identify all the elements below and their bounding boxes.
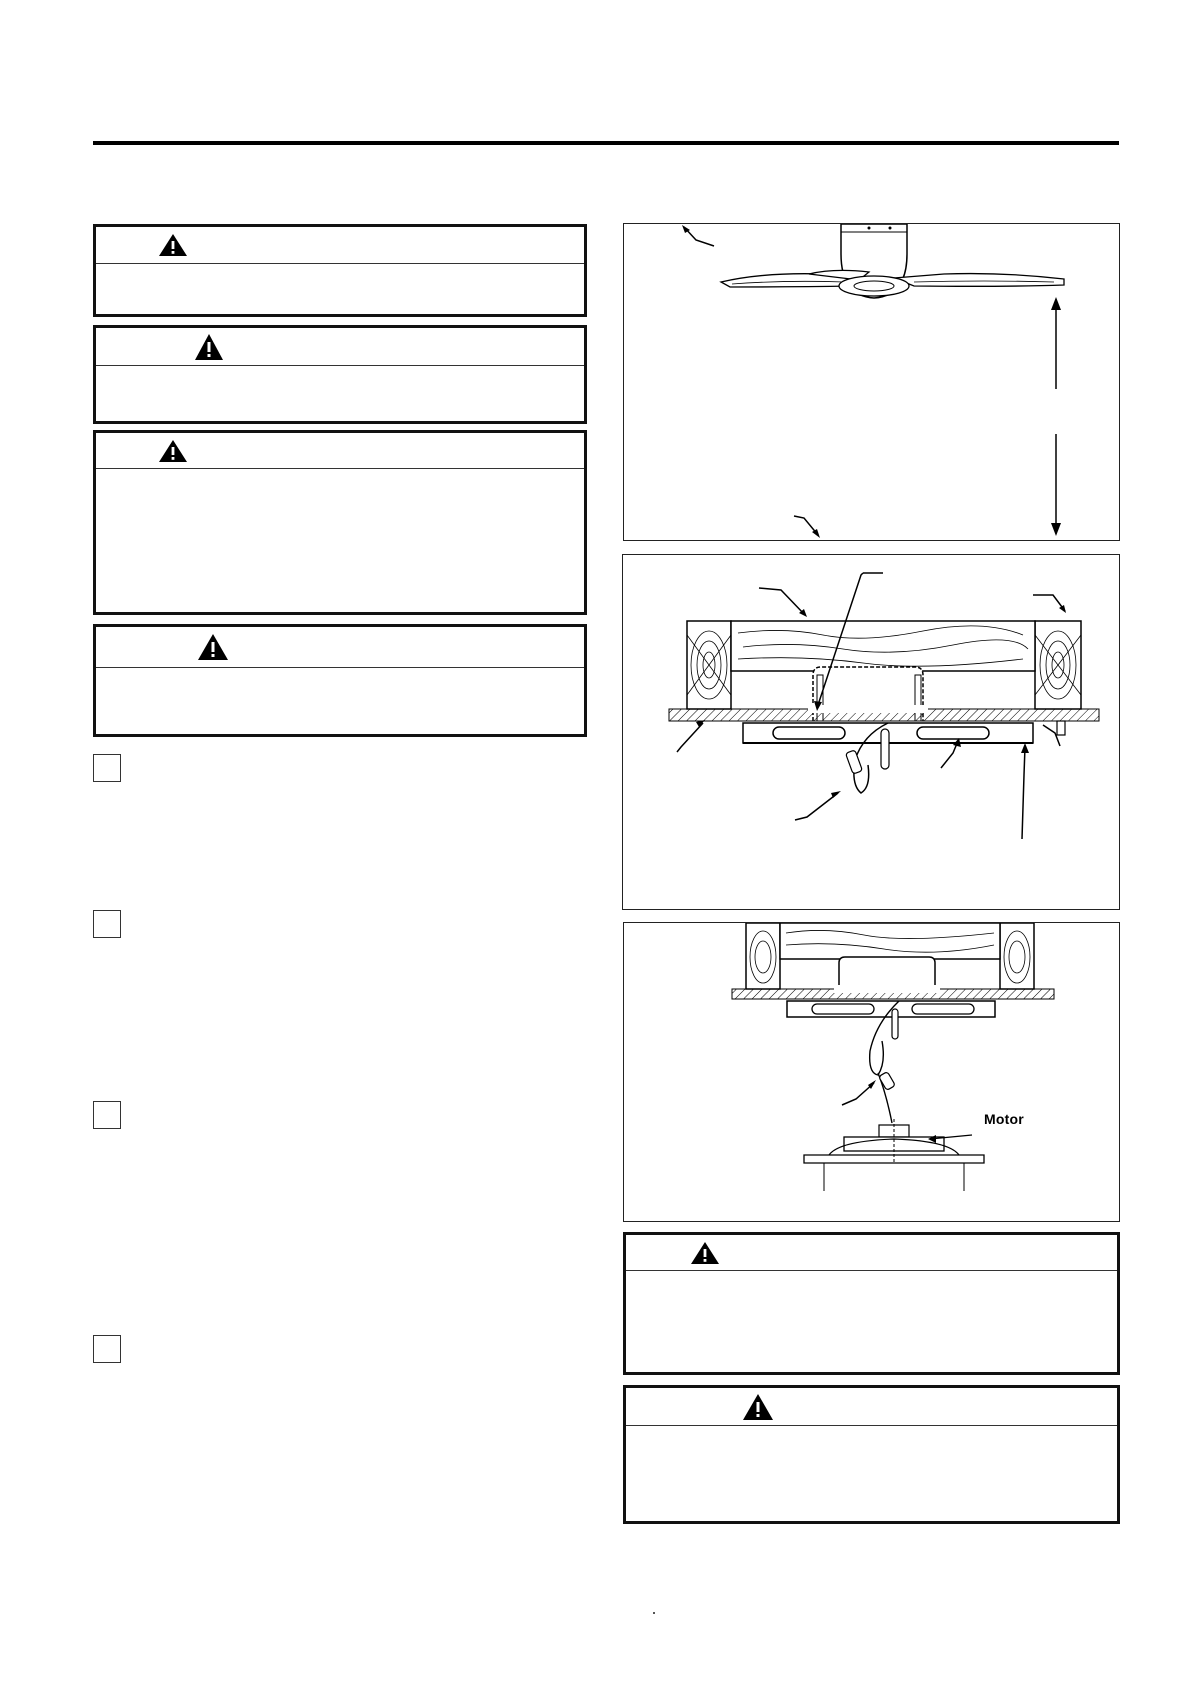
- header-rule: [93, 141, 1119, 145]
- warning-triangle-icon: [690, 1241, 720, 1265]
- motor-label: Motor: [984, 1111, 1024, 1127]
- figure-bracket-install: [622, 554, 1120, 910]
- fan-clearance-drawing: [624, 224, 1121, 542]
- warning-box-5: [623, 1232, 1120, 1375]
- warning-triangle-icon: [158, 233, 188, 257]
- warning-box-3: [93, 430, 587, 615]
- warning-triangle-icon: [742, 1393, 774, 1421]
- step-checkbox-3[interactable]: [93, 1101, 121, 1129]
- warning-triangle-icon: [197, 633, 229, 661]
- step-checkbox-2[interactable]: [93, 910, 121, 938]
- warning-triangle-icon: [158, 439, 188, 463]
- warning-box-1: [93, 224, 587, 317]
- bracket-install-drawing: [623, 555, 1121, 911]
- warning-box-6: [623, 1385, 1120, 1524]
- bracket-hook-drawing: [624, 923, 1121, 1223]
- footer-mark: [653, 1612, 655, 1614]
- figure-bracket-hook: [623, 922, 1120, 1222]
- figure-fan-clearance: [623, 223, 1120, 541]
- step-checkbox-4[interactable]: [93, 1335, 121, 1363]
- warning-box-2: [93, 325, 587, 424]
- step-checkbox-1[interactable]: [93, 754, 121, 782]
- warning-triangle-icon: [194, 333, 224, 361]
- warning-box-4: [93, 624, 587, 737]
